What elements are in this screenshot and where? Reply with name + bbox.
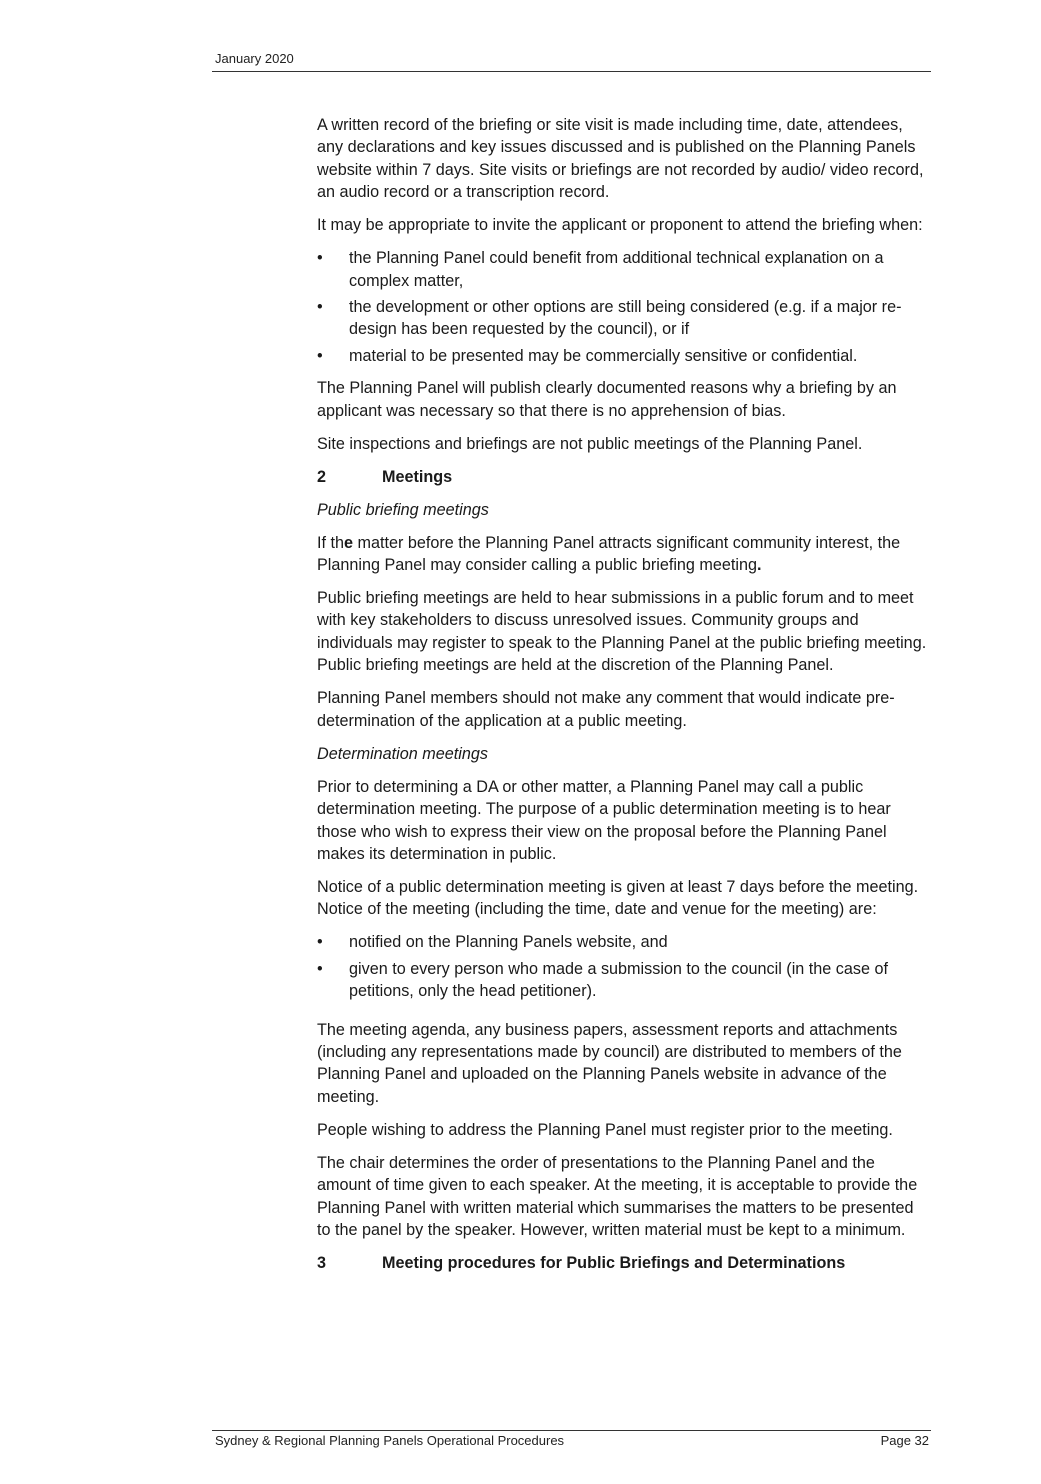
paragraph-invite-applicant: It may be appropriate to invite the applicant or proponent to attend the briefing when: bbox=[317, 216, 923, 235]
list-item-text: notified on the Planning Panels website, and bbox=[349, 933, 668, 952]
list-item bbox=[317, 345, 931, 367]
section-title: Meetings bbox=[382, 467, 453, 486]
page-number: Page 32 bbox=[880, 1433, 929, 1448]
header-date: January 2020 bbox=[215, 51, 294, 66]
header-rule bbox=[212, 71, 931, 72]
bullet-list-briefing-reasons bbox=[317, 247, 931, 367]
paragraph-no-predetermination: Planning Panel members should not make any comment that would indicate pre-determination of the application at a public meeting. bbox=[317, 689, 895, 730]
bullet-list-notice bbox=[317, 931, 931, 1002]
paragraph-register: People wishing to address the Planning Panel must register prior to the meeting. bbox=[317, 1120, 893, 1139]
paragraph-site-inspections: Site inspections and briefings are not public meetings of the Planning Panel. bbox=[317, 434, 863, 453]
list-item-text: given to every person who made a submission to the council (in the case of petitions, only the head petitioner). bbox=[349, 959, 888, 1001]
paragraph-prior-determining: Prior to determining a DA or other matter, a Planning Panel may call a public determination meeting. The purpose of a public determination meeting is to hear those who wish to express their view on the proposal before the Planning Panel makes its determination in public. bbox=[317, 777, 891, 863]
subheading-determination-meetings: Determination meetings bbox=[317, 744, 488, 763]
subheading-public-briefing: Public briefing meetings bbox=[317, 500, 489, 519]
section-heading-meetings bbox=[317, 466, 931, 488]
paragraph-chair-order: The chair determines the order of presentations to the Planning Panel and the amount of time given to each speaker. At the meeting, it is acceptable to provide the Planning Panel with written material which summarises the matters to be presented to the panel by the speaker. However, written material must be kept to a minimum. bbox=[317, 1153, 918, 1239]
list-item-text: the Planning Panel could benefit from additional technical explanation on a complex matter, bbox=[349, 249, 884, 290]
paragraph-publish-reasons: The Planning Panel will publish clearly documented reasons why a briefing by an applicant was necessary so that there is no apprehension of bias. bbox=[317, 379, 897, 420]
bullet-icon: • bbox=[317, 249, 323, 268]
bullet-icon: • bbox=[317, 298, 323, 317]
bullet-icon: • bbox=[317, 959, 323, 978]
list-item bbox=[317, 931, 931, 953]
section-heading-procedures bbox=[317, 1252, 931, 1274]
section-title: Meeting procedures for Public Briefings and Determinations bbox=[382, 1253, 846, 1272]
paragraph-significant-interest: If the matter before the Planning Panel attracts significant community interest, the Planning Panel may consider calling a public briefing meeting. bbox=[317, 533, 901, 575]
footer-title: Sydney & Regional Planning Panels Operational Procedures bbox=[215, 1433, 565, 1448]
section-number: 3 bbox=[317, 1253, 327, 1272]
list-item bbox=[317, 247, 931, 292]
bullet-icon: • bbox=[317, 933, 323, 952]
section-number: 2 bbox=[317, 467, 327, 486]
bullet-icon: • bbox=[317, 346, 323, 365]
footer-rule bbox=[212, 1430, 931, 1431]
paragraph-written-record: A written record of the briefing or site visit is made including time, date, attendees, any declarations and key issues discussed and is published on the Planning Panels website within 7 days. Site visits or briefings are not recorded by audio/ video record, an audio record or a transcription record. bbox=[317, 116, 924, 202]
list-item-text: the development or other options are still being considered (e.g. if a major re-design has been requested by the council), or if bbox=[349, 298, 902, 339]
list-item-text: material to be presented may be commercially sensitive or confidential. bbox=[349, 346, 858, 365]
paragraph-meeting-agenda: The meeting agenda, any business papers, assessment reports and attachments (including any representations made by council) are distributed to members of the Planning Panel and uploaded on the Planning Panels website in advance of the meeting. bbox=[317, 1020, 902, 1106]
list-item bbox=[317, 958, 931, 1003]
paragraph-notice: Notice of a public determination meeting is given at least 7 days before the meeting. Notice of the meeting (including the time, date and venue for the meeting) are: bbox=[317, 877, 919, 919]
list-item bbox=[317, 296, 931, 341]
paragraph-public-briefing-held: Public briefing meetings are held to hear submissions in a public forum and to meet with key stakeholders to discuss unresolved issues. Community groups and individuals may register to speak to the Planning Panel at the public briefing meeting. Public briefing meetings are held at the discretion of the Planning Panel. bbox=[317, 589, 927, 675]
document-body bbox=[317, 114, 931, 1285]
